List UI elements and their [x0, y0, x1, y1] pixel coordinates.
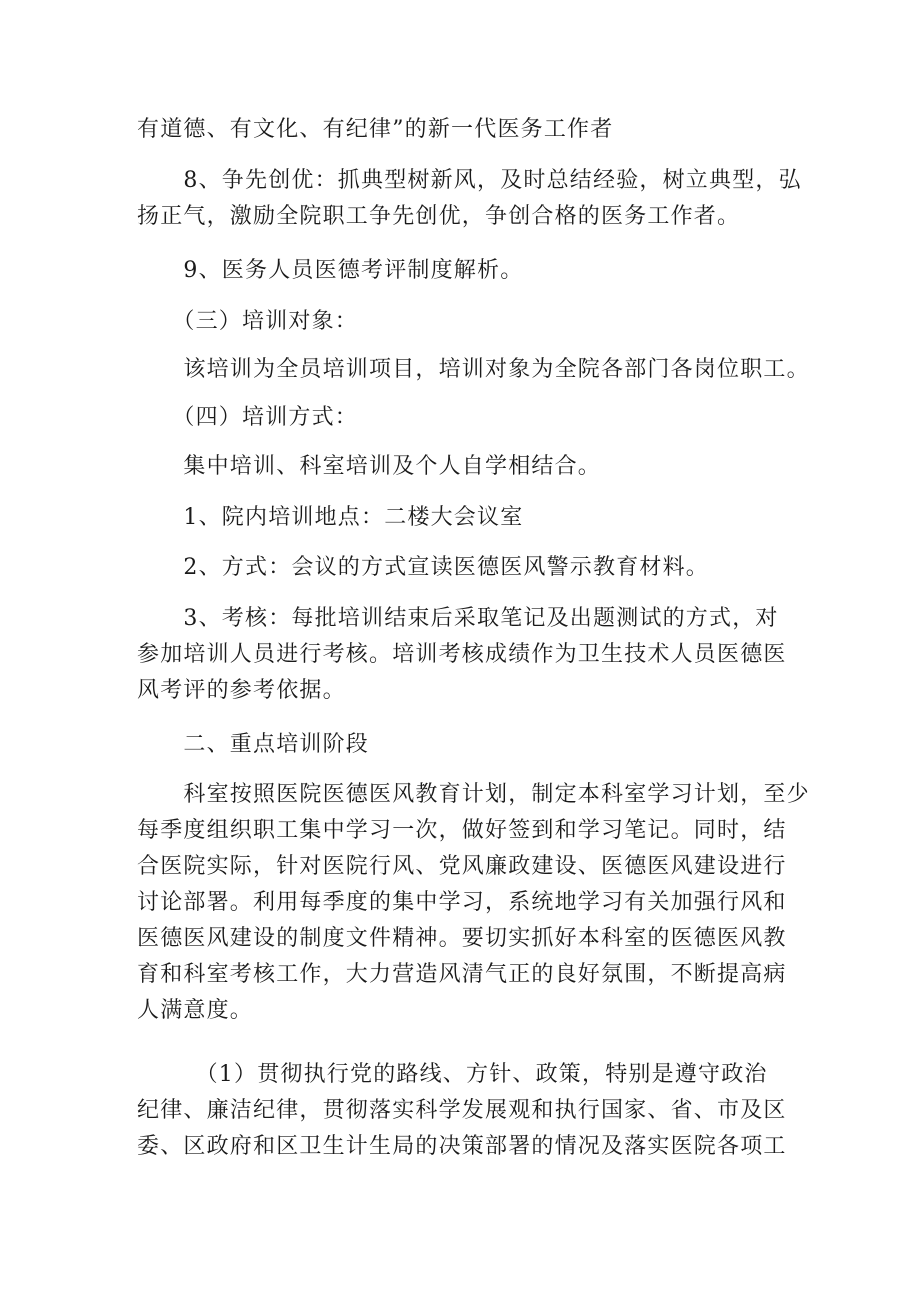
text-line: 科室按照医院医德医风教育计划，制定本科室学习计划，至少 [137, 782, 810, 807]
text-line: 扬正气，激励全院职工争先创优，争创合格的医务工作者。 [137, 204, 741, 229]
text-line: 有道德、有文化、有纪律”的新一代医务工作者 [137, 117, 614, 142]
text-line: 二、重点培训阶段 [137, 732, 370, 757]
paragraph-item-8 [137, 163, 802, 235]
paragraph-department-plan [137, 777, 810, 1029]
text-line: 风考评的参考依据。 [137, 678, 346, 703]
paragraph-continuation [137, 112, 797, 148]
text-line: （三）培训对象： [137, 309, 359, 334]
text-line: 参加培训人员进行考核。培训考核成绩作为卫生技术人员医德医 [137, 642, 787, 667]
text-line: （四）培训方式： [137, 405, 359, 430]
text-line: 9、医务人员医德考评制度解析。 [137, 258, 524, 283]
text-line: 8、争先创优：抓典型树新风，及时总结经验，树立典型，弘 [137, 168, 802, 193]
section-heading-training-method [137, 400, 797, 436]
paragraph-training-target [137, 352, 810, 388]
text-line: 该培训为全员培训项目，培训对象为全院各部门各岗位职工。 [137, 357, 810, 382]
text-line: 医德医风建设的制度文件精神。要切实抓好本科室的医德医风教 [137, 926, 787, 951]
text-line: 1、院内培训地点：二楼大会议室 [137, 505, 524, 530]
text-line: 合医院实际，针对医院行风、党风廉政建设、医德医风建设进行 [137, 854, 787, 879]
text-line: 集中培训、科室培训及个人自学相结合。 [137, 454, 602, 479]
text-line: 纪律、廉洁纪律，贯彻落实科学发展观和执行国家、省、市及区 [137, 1098, 787, 1123]
paragraph-item-1-policy [137, 1057, 797, 1165]
section-heading-training-target [137, 304, 797, 340]
text-line: 育和科室考核工作，大力营造风清气正的良好氛围，不断提高病 [137, 962, 787, 987]
text-line: 讨论部署。利用每季度的集中学习，系统地学习有关加强行风和 [137, 890, 787, 915]
text-line: 委、区政府和区卫生计生局的决策部署的情况及落实医院各项工 [137, 1134, 787, 1159]
paragraph-training-method [137, 449, 797, 485]
paragraph-item-3-assessment [137, 601, 797, 709]
text-line: （1）贯彻执行党的路线、方针、政策，特别是遵守政治 [137, 1062, 768, 1087]
text-line: 每季度组织职工集中学习一次，做好签到和学习笔记。同时，结 [137, 818, 787, 843]
paragraph-item-1-location [137, 500, 797, 536]
paragraph-item-2-method [137, 550, 797, 586]
text-line: 人满意度。 [137, 998, 254, 1023]
section-heading-key-training [137, 727, 797, 763]
paragraph-item-9 [137, 253, 797, 289]
text-line: 2、方式：会议的方式宣读医德医风警示教育材料。 [137, 555, 709, 580]
text-line: 3、考核：每批培训结束后采取笔记及出题测试的方式，对 [137, 606, 779, 631]
